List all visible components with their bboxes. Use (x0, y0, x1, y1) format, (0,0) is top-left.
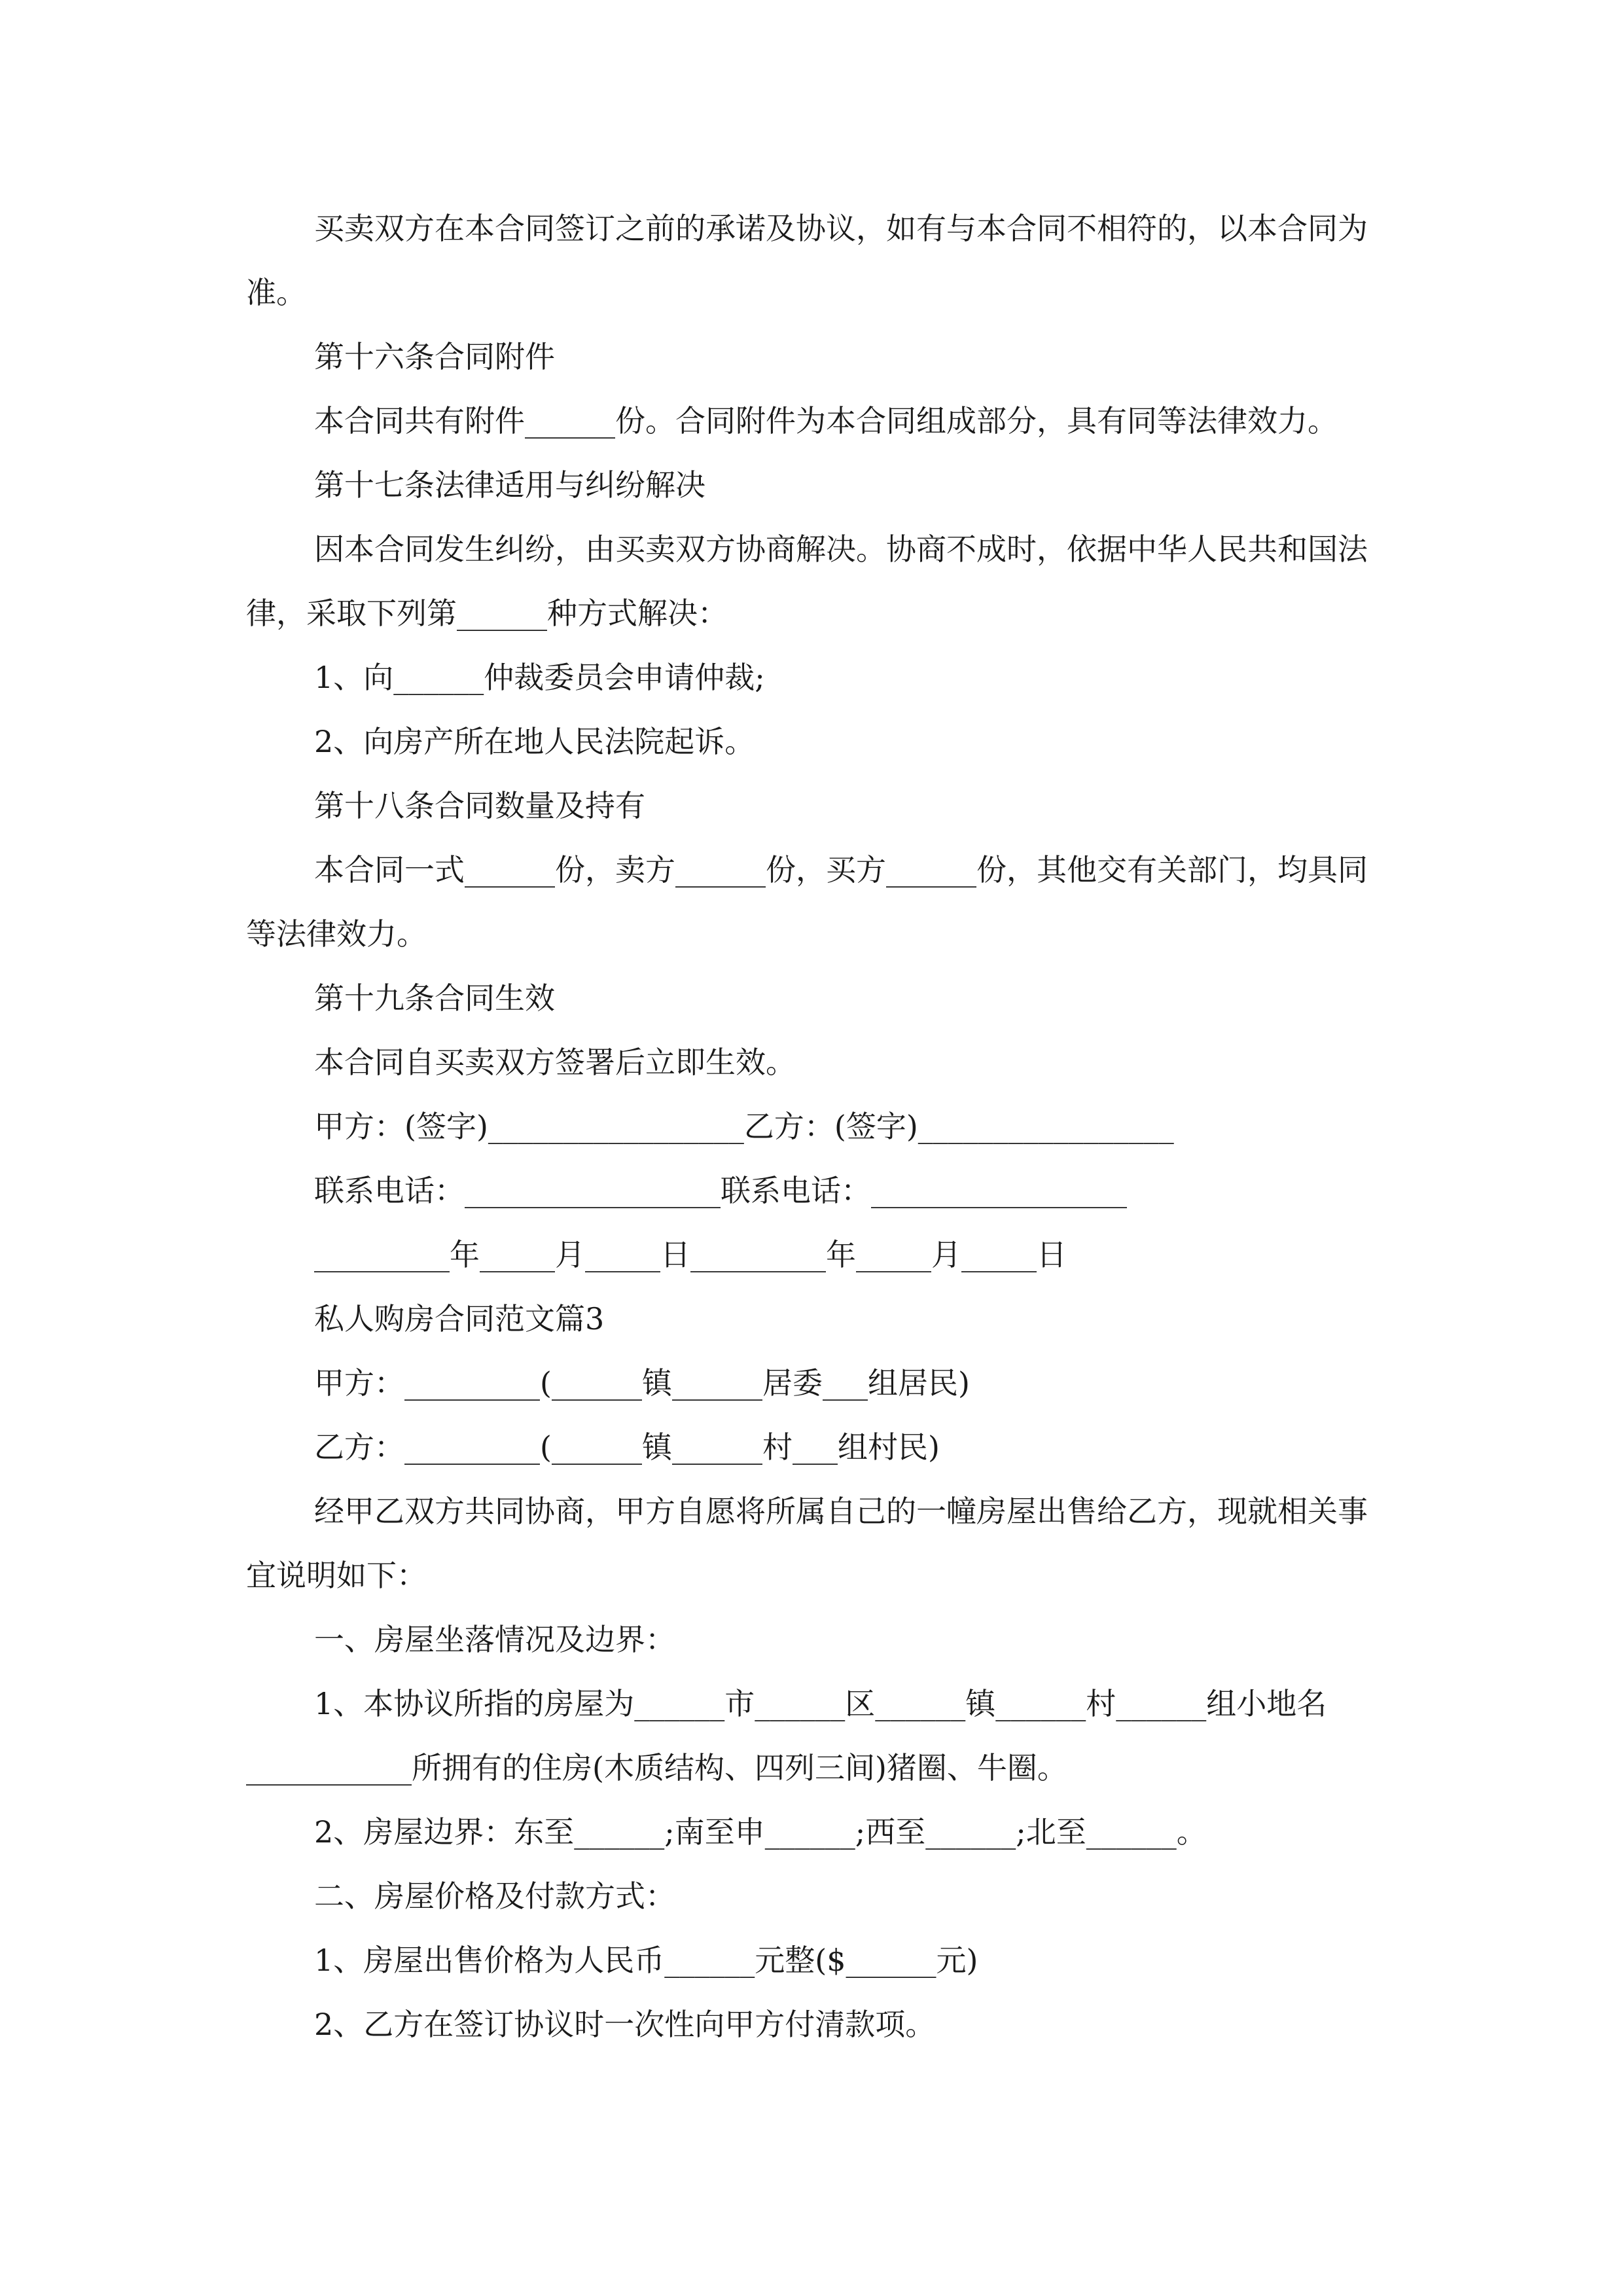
article-19-heading: 第十九条合同生效 (314, 980, 555, 1016)
signature-line: 甲方：(签字)_________________乙方：(签字)_________________ (314, 1109, 1174, 1144)
section-1-heading: 一、房屋坐落情况及边界： (314, 1622, 675, 1657)
list-item-lawsuit: 2、向房产所在地人民法院起诉。 (314, 724, 755, 759)
paragraph-copies: 本合同一式______份，卖方______份，买方______份，其他交有关部门，均具同等法律效力。 (246, 852, 1368, 952)
paragraph-attachments: 本合同共有附件______份。合同附件为本合同组成部分，具有同等法律效力。 (314, 403, 1338, 439)
party-a-line: 甲方：_________(______镇______居委___组居民) (314, 1365, 970, 1401)
list-item-arbitration: 1、向______仲裁委员会申请仲裁; (314, 660, 765, 695)
paragraph-effective: 本合同自买卖双方签署后立即生效。 (314, 1045, 796, 1080)
paragraph-house-boundary: 2、房屋边界：东至______;南至申______;西至______;北至______。 (314, 1814, 1207, 1850)
article-16-heading: 第十六条合同附件 (314, 339, 555, 374)
document-body (246, 196, 1378, 2056)
date-line: _________年_____月_____日_________年_____月_____日 (314, 1237, 1067, 1272)
paragraph-intro: 经甲乙双方共同协商，甲方自愿将所属自己的一幢房屋出售给乙方，现就相关事宜说明如下： (246, 1494, 1368, 1593)
section-2-heading: 二、房屋价格及付款方式： (314, 1878, 675, 1914)
paragraph-payment: 2、乙方在签订协议时一次性向甲方付清款项。 (314, 2007, 936, 2042)
paragraph-prior-agreements: 买卖双方在本合同签订之前的承诺及协议，如有与本合同不相符的，以本合同为准。 (246, 211, 1368, 310)
article-17-heading: 第十七条法律适用与纠纷解决 (314, 467, 705, 503)
section-title-sample-3: 私人购房合同范文篇3 (314, 1301, 605, 1336)
paragraph-dispute-resolution: 因本合同发生纠纷，由买卖双方协商解决。协商不成时，依据中华人民共和国法律，采取下列第______种方式解决： (246, 531, 1368, 631)
party-b-line: 乙方：_________(______镇______村___组村民) (314, 1429, 940, 1465)
paragraph-house-location: 1、本协议所指的房屋为______市______区______镇______村______组小地名___________所拥有的住房(木质结构、四列三间)猪圈、牛圈。 (246, 1686, 1327, 1785)
article-18-heading: 第十八条合同数量及持有 (314, 788, 645, 823)
phone-line: 联系电话：_________________联系电话：_________________ (314, 1173, 1127, 1208)
paragraph-price: 1、房屋出售价格为人民币______元整($______元) (314, 1943, 978, 1978)
